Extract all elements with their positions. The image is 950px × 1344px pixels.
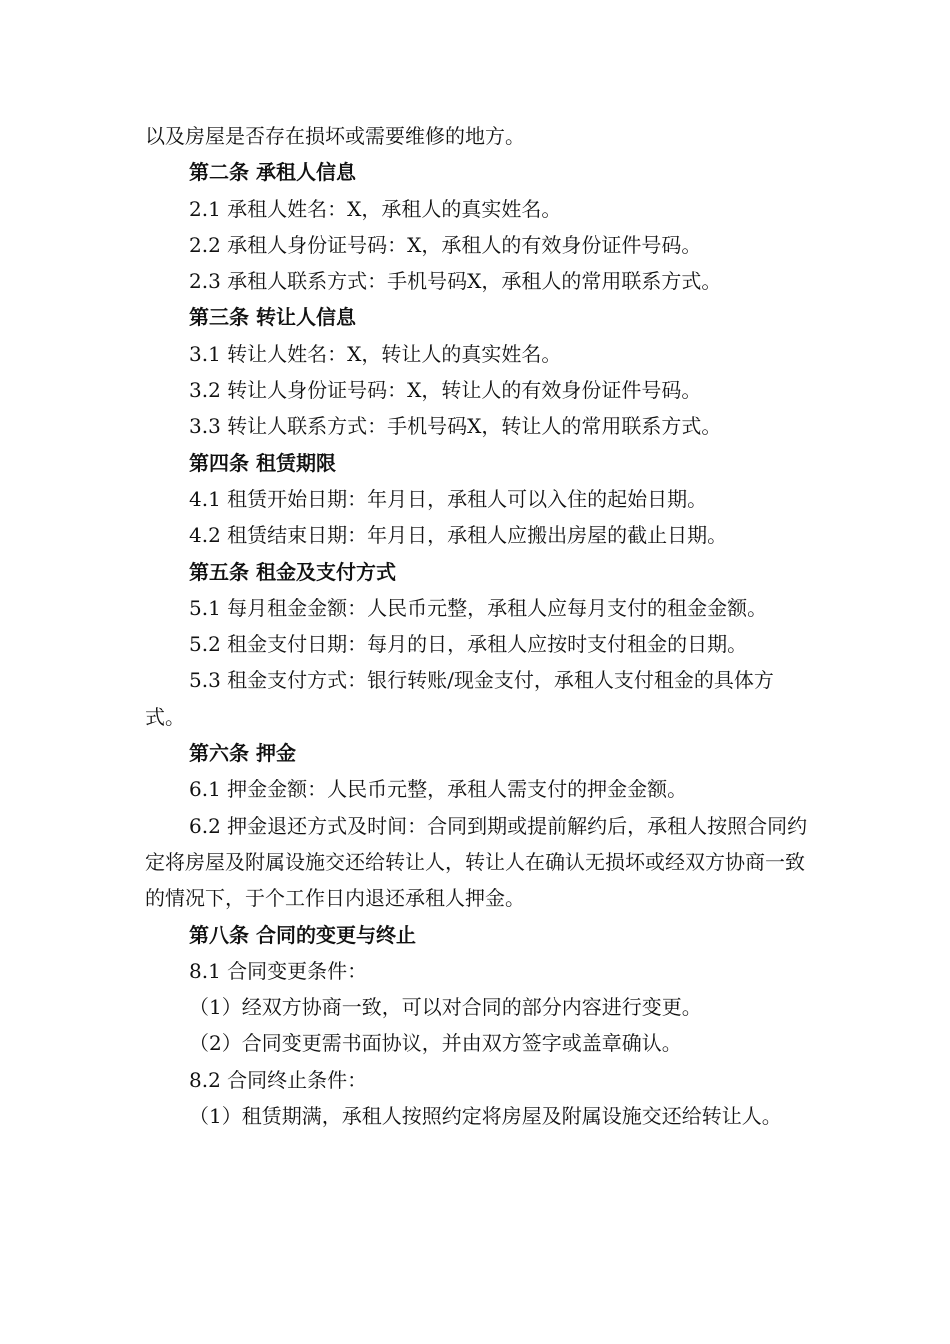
clause-5-1: 5.1 每月租金金额：人民币元整，承租人应每月支付的租金金额。 [189, 595, 768, 620]
clause-2-1: 2.1 承租人姓名：X，承租人的真实姓名。 [189, 196, 562, 221]
article-6-heading: 第六条 押金 [189, 741, 296, 766]
clause-8-1-item-2: （2）合同变更需书面协议，并由双方签字或盖章确认。 [189, 1031, 682, 1056]
article-5-heading: 第五条 租金及支付方式 [189, 559, 396, 584]
article-2-heading: 第二条 承租人信息 [189, 160, 356, 185]
clause-2-2: 2.2 承租人身份证号码：X，承租人的有效身份证件号码。 [189, 232, 702, 257]
clause-6-1: 6.1 押金金额：人民币元整，承租人需支付的押金金额。 [189, 777, 688, 802]
clause-8-1-item-1: （1）经双方协商一致，可以对合同的部分内容进行变更。 [189, 995, 702, 1020]
clause-4-1: 4.1 租赁开始日期：年月日，承租人可以入住的起始日期。 [189, 486, 708, 511]
clause-3-3: 3.3 转让人联系方式：手机号码X，转让人的常用联系方式。 [189, 414, 722, 439]
document-body [145, 118, 810, 1134]
clause-5-2: 5.2 租金支付日期：每月的日，承租人应按时支付租金的日期。 [189, 632, 748, 657]
clause-4-2: 4.2 租赁结束日期：年月日，承租人应搬出房屋的截止日期。 [189, 523, 728, 548]
clause-8-2-item-1: （1）租赁期满，承租人按照约定将房屋及附属设施交还给转让人。 [189, 1104, 782, 1129]
clause-2-3: 2.3 承租人联系方式：手机号码X，承租人的常用联系方式。 [189, 269, 722, 294]
clause-5-3: 5.3 租金支付方式：银行转账/现金支付，承租人支付租金的具体方式。 [145, 668, 774, 729]
article-4-heading: 第四条 租赁期限 [189, 450, 336, 475]
clause-3-2: 3.2 转让人身份证号码：X，转让人的有效身份证件号码。 [189, 378, 702, 403]
clause-6-2: 6.2 押金退还方式及时间：合同到期或提前解约后，承租人按照合同约定将房屋及附属设施交还给转让人，转让人在确认无损坏或经双方协商一致的情况下，于个工作日内退还承租人押金。 [145, 813, 808, 911]
clause-3-1: 3.1 转让人姓名：X，转让人的真实姓名。 [189, 341, 562, 366]
article-8-heading: 第八条 合同的变更与终止 [189, 922, 416, 947]
paragraph-continuation: 以及房屋是否存在损坏或需要维修的地方。 [145, 124, 525, 148]
clause-8-2: 8.2 合同终止条件： [189, 1067, 368, 1092]
clause-8-1: 8.1 合同变更条件： [189, 958, 368, 983]
article-3-heading: 第三条 转让人信息 [189, 305, 356, 330]
